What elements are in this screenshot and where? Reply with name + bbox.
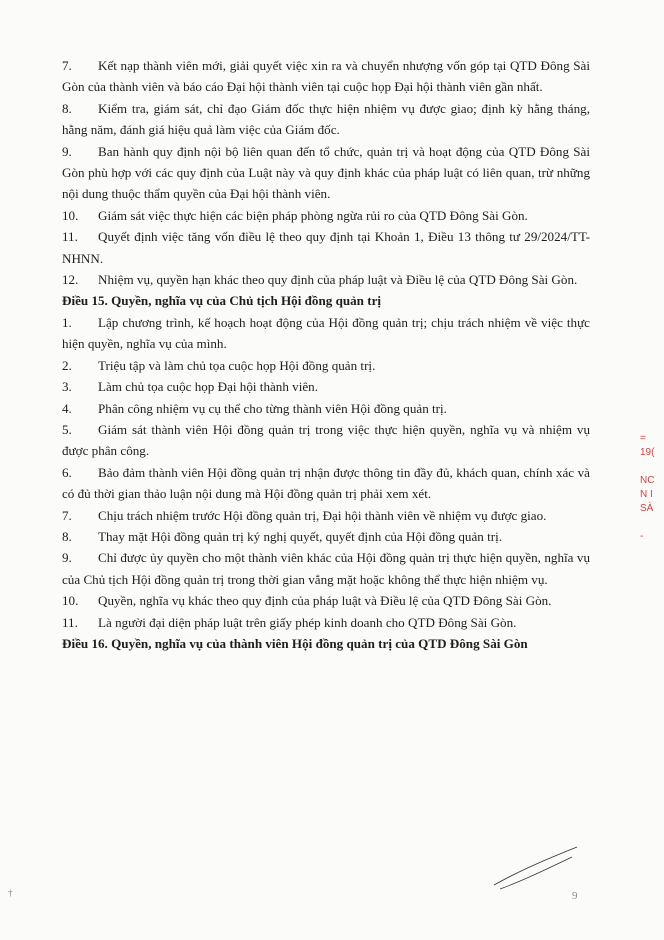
item-text: Giám sát thành viên Hội đồng quản trị trong việc thực hiện quyền, nghĩa vụ và nhiệm vụ được phân công. (62, 421, 590, 459)
list-item (62, 612, 590, 633)
item-text: Quyết định việc tăng vốn điều lệ theo quy định tại Khoản 1, Điều 13 thông tư 29/2024/TT-NHNN. (62, 229, 590, 266)
list-item (62, 55, 590, 98)
list-item (62, 98, 590, 141)
item-text: Kết nạp thành viên mới, giải quyết việc xin ra và chuyển nhượng vốn góp tại QTD Đông Sài Gòn của thành viên và báo cáo Đại hội thành viên tại cuộc họp Đại hội thành viên gần nhất. (62, 58, 590, 95)
stamp-text: N I (640, 489, 653, 500)
list-item (62, 226, 590, 269)
item-number: 4. (62, 400, 72, 416)
stamp-text (640, 516, 664, 530)
signature-mark (492, 845, 582, 895)
list-item (62, 141, 590, 205)
stamp-text: 19( (640, 447, 655, 458)
list-item (62, 312, 590, 355)
item-text: Nhiệm vụ, quyền hạn khác theo quy định của pháp luật và Điều lệ của QTD Đông Sài Gòn. (98, 272, 578, 288)
item-number: 5. (62, 421, 72, 437)
list-item (62, 462, 590, 505)
item-text: Kiểm tra, giám sát, chỉ đạo Giám đốc thực hiện nhiệm vụ được giao; định kỳ hằng tháng, hằng năm, đánh giá hiệu quả làm việc của Giám đốc. (62, 100, 590, 138)
item-number: 12. (62, 272, 79, 288)
stamp-text: - (640, 531, 644, 542)
list-item (62, 547, 590, 590)
list-item (62, 205, 590, 226)
stamp-fragment (640, 432, 664, 582)
stamp-text: NC (640, 475, 655, 486)
item-text: Giám sát việc thực hiện các biện pháp phòng ngừa rủi ro của QTD Đông Sài Gòn. (98, 207, 528, 223)
list-item (62, 419, 590, 462)
article15-items (62, 312, 590, 633)
item-text: Triệu tập và làm chủ tọa cuộc họp Hội đồng quản trị. (98, 357, 376, 373)
list-item (62, 376, 590, 397)
item-number: 2. (62, 357, 72, 373)
item-text: Là người đại diện pháp luật trên giấy phép kinh doanh cho QTD Đông Sài Gòn. (98, 614, 517, 630)
list-item (62, 590, 590, 611)
item-text: Bảo đảm thành viên Hội đồng quản trị nhận được thông tin đầy đủ, khách quan, chính xác và có đủ thời gian thảo luận nội dung mà Hội đồng quản trị phải xem xét. (62, 464, 590, 502)
stamp-text: = (640, 433, 646, 444)
item-number: 7. (62, 58, 72, 73)
margin-mark: † (8, 888, 13, 898)
item-number: 10. (62, 593, 79, 609)
stamp-text: SÀ (640, 503, 654, 514)
item-text: Quyền, nghĩa vụ khác theo quy định của pháp luật và Điều lệ của QTD Đông Sài Gòn. (98, 593, 552, 609)
article16-heading: Điều 16. Quyền, nghĩa vụ của thành viên Hội đồng quản trị của QTD Đông Sài Gòn (62, 635, 528, 651)
item-text: Chịu trách nhiệm trước Hội đồng quản trị, Đại hội thành viên về nhiệm vụ được giao. (98, 507, 547, 523)
item-text: Phân công nhiệm vụ cụ thể cho từng thành viên Hội đồng quản trị. (98, 400, 447, 416)
item-number: 11. (62, 229, 78, 245)
list-item (62, 269, 590, 290)
page-number: 9 (572, 890, 578, 902)
list-item (62, 505, 590, 526)
document-body (62, 55, 590, 654)
item-number: 10. (62, 207, 79, 223)
item-number: 1. (62, 314, 72, 330)
item-text: Thay mặt Hội đồng quản trị ký nghị quyết, quyết định của Hội đồng quản trị. (98, 528, 503, 544)
item-text: Làm chủ tọa cuộc họp Đại hội thành viên. (98, 379, 318, 395)
list-item (62, 526, 590, 547)
item-text: Chỉ được ủy quyền cho một thành viên khác của Hội đồng quản trị thực hiện quyền, nghĩa vụ của Chủ tịch Hội đồng quản trị trong thời gian vắng mặt hoặc không thể thực hiện nhiệm vụ. (62, 550, 590, 587)
item-text: Lập chương trình, kế hoạch hoạt động của Hội đồng quản trị; chịu trách nhiệm về việc thực hiện quyền, nghĩa vụ của mình. (62, 314, 590, 352)
item-number: 3. (62, 379, 72, 395)
article15-heading: Điều 15. Quyền, nghĩa vụ của Chủ tịch Hội đồng quản trị (62, 293, 382, 309)
item-number: 6. (62, 464, 72, 480)
item-number: 7. (62, 507, 72, 523)
article14-items (62, 55, 590, 290)
list-item (62, 355, 590, 376)
item-text: Ban hành quy định nội bộ liên quan đến tổ chức, quản trị và hoạt động của QTD Đông Sài Gòn phù hợp với các quy định của Luật này và quy định khác của pháp luật có liên quan, trừ những nội dung thuộc thẩm quyền của Đại hội thành viên. (62, 143, 590, 202)
item-number: 8. (62, 100, 72, 116)
item-number: 9. (62, 550, 72, 566)
stamp-text (640, 460, 664, 474)
list-item (62, 398, 590, 419)
item-number: 11. (62, 614, 78, 630)
item-number: 8. (62, 528, 72, 544)
item-number: 9. (62, 143, 72, 159)
